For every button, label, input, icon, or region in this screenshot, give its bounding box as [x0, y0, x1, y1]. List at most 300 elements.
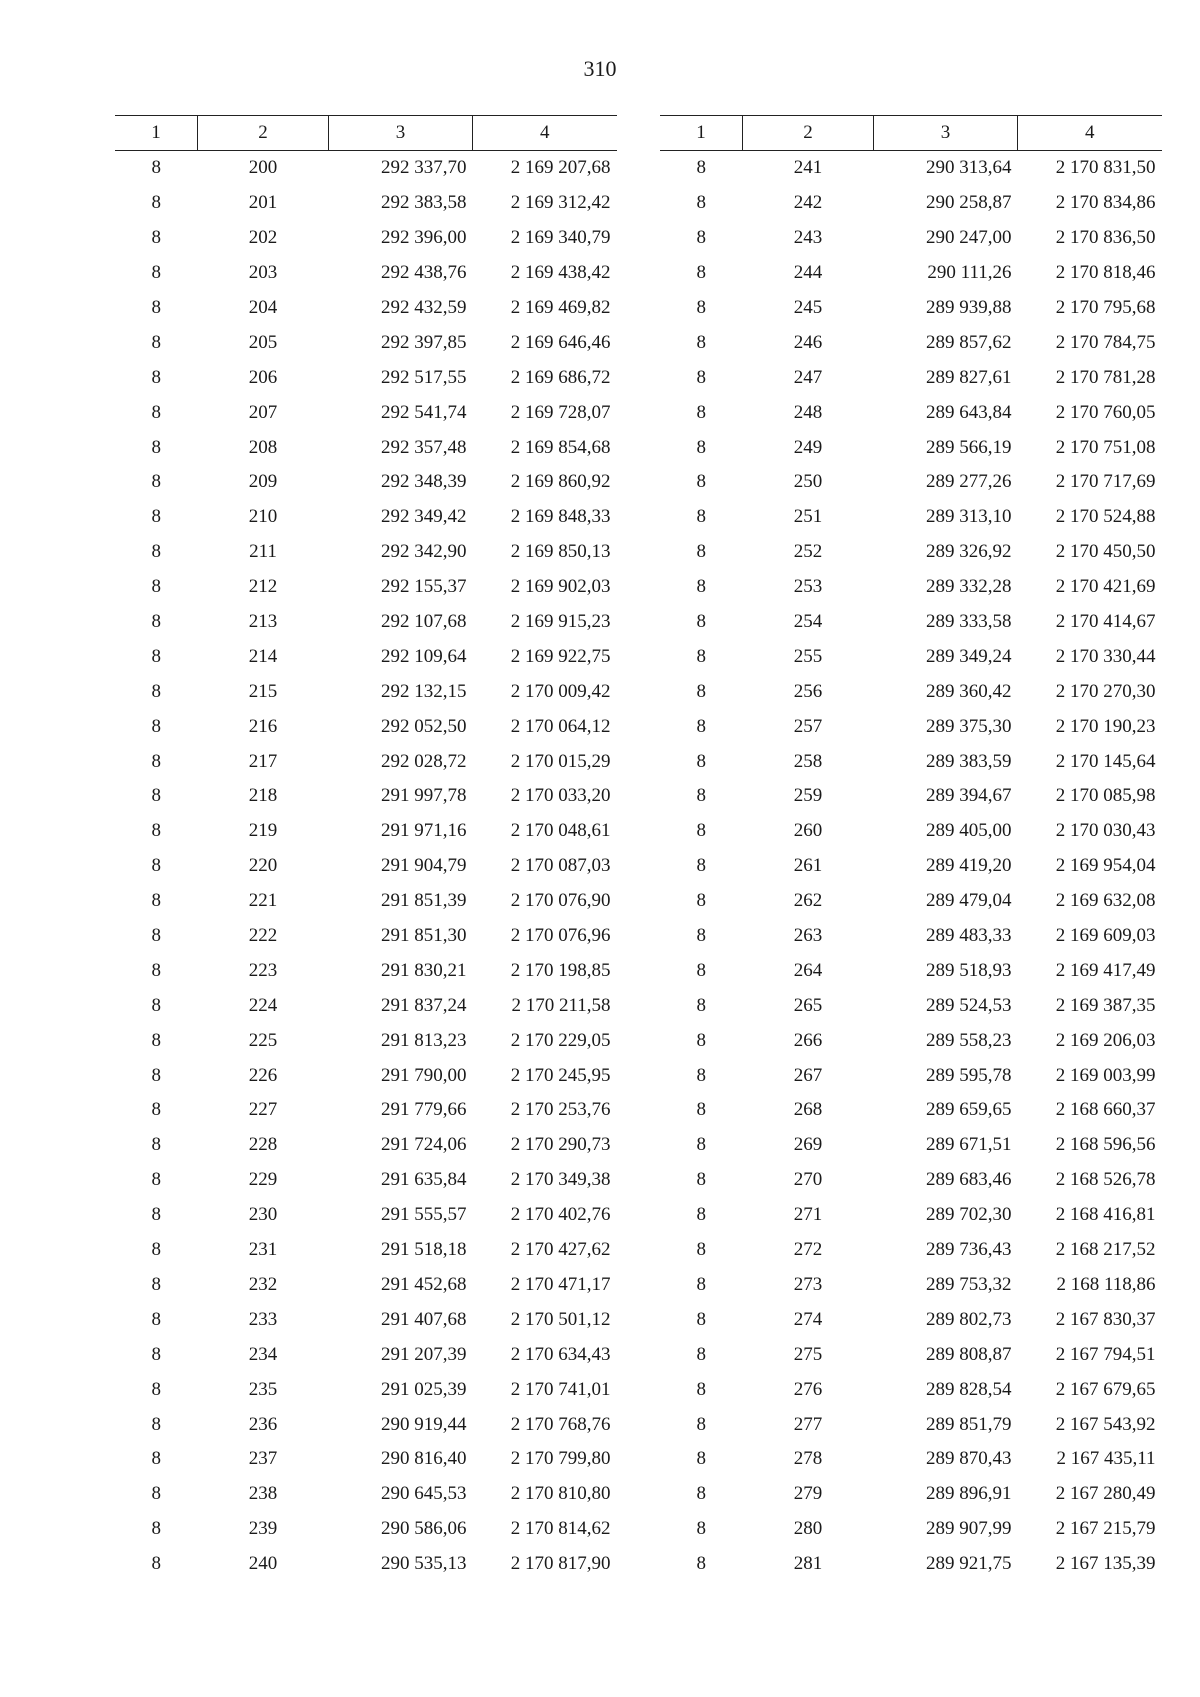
x-coordinate-cell: 290 645,53 [381, 1483, 467, 1505]
y-coordinate-cell: 2 170 349,38 [510, 1169, 611, 1191]
y-coordinate-cell: 2 170 290,73 [510, 1134, 611, 1156]
table-row [115, 1163, 617, 1198]
table-row [660, 639, 1162, 674]
table-row [660, 151, 1162, 186]
table-row [660, 779, 1162, 814]
x-coordinate-cell: 289 332,28 [926, 576, 1012, 598]
point-number-cell: 263 [793, 925, 823, 947]
column-header-4: 4 [473, 116, 617, 151]
point-number-cell: 237 [248, 1448, 278, 1470]
x-coordinate-cell: 290 258,87 [926, 192, 1012, 214]
point-number-cell: 220 [248, 855, 278, 877]
table-row [115, 744, 617, 779]
x-coordinate-cell: 289 643,84 [926, 401, 1012, 423]
x-coordinate-cell: 289 383,59 [926, 750, 1012, 772]
zone-cell: 8 [696, 1134, 706, 1156]
zone-cell: 8 [151, 1273, 161, 1295]
point-number-cell: 226 [248, 1064, 278, 1086]
zone-cell: 8 [151, 436, 161, 458]
y-coordinate-cell: 2 169 646,46 [510, 331, 611, 353]
point-number-cell: 267 [793, 1064, 823, 1086]
y-coordinate-cell: 2 169 915,23 [510, 611, 611, 633]
point-number-cell: 221 [248, 890, 278, 912]
table-row [660, 186, 1162, 221]
x-coordinate-cell: 289 558,23 [926, 1029, 1012, 1051]
zone-cell: 8 [696, 1378, 706, 1400]
zone-cell: 8 [151, 1064, 161, 1086]
point-number-cell: 209 [248, 471, 278, 493]
point-number-cell: 252 [793, 541, 823, 563]
table-row [660, 988, 1162, 1023]
x-coordinate-cell: 291 635,84 [381, 1169, 467, 1191]
point-number-cell: 219 [248, 820, 278, 842]
x-coordinate-cell: 289 702,30 [926, 1204, 1012, 1226]
x-coordinate-cell: 292 397,85 [381, 331, 467, 353]
y-coordinate-cell: 2 169 207,68 [510, 157, 611, 179]
zone-cell: 8 [151, 157, 161, 179]
point-number-cell: 205 [248, 331, 278, 353]
y-coordinate-cell: 2 169 340,79 [510, 227, 611, 249]
table-row [115, 291, 617, 326]
table-row [660, 1058, 1162, 1093]
zone-cell: 8 [696, 227, 706, 249]
table-row [660, 465, 1162, 500]
zone-cell: 8 [151, 1413, 161, 1435]
point-number-cell: 260 [793, 820, 823, 842]
point-number-cell: 254 [793, 611, 823, 633]
point-number-cell: 274 [793, 1308, 823, 1330]
table-row [115, 395, 617, 430]
x-coordinate-cell: 290 919,44 [381, 1413, 467, 1435]
table-row [660, 395, 1162, 430]
table-row [115, 325, 617, 360]
x-coordinate-cell: 291 518,18 [381, 1239, 467, 1261]
zone-cell: 8 [696, 1308, 706, 1330]
zone-cell: 8 [151, 1553, 161, 1575]
point-number-cell: 218 [248, 785, 278, 807]
y-coordinate-cell: 2 167 215,79 [1055, 1518, 1156, 1540]
y-coordinate-cell: 2 167 135,39 [1055, 1553, 1156, 1575]
table-row [115, 919, 617, 954]
x-coordinate-cell: 289 921,75 [926, 1553, 1012, 1575]
zone-cell: 8 [696, 750, 706, 772]
table-row [660, 256, 1162, 291]
y-coordinate-cell: 2 169 728,07 [510, 401, 611, 423]
x-coordinate-cell: 289 753,32 [926, 1273, 1012, 1295]
x-coordinate-cell: 290 586,06 [381, 1518, 467, 1540]
point-number-cell: 230 [248, 1204, 278, 1226]
point-number-cell: 222 [248, 925, 278, 947]
table-row [115, 186, 617, 221]
point-number-cell: 266 [793, 1029, 823, 1051]
y-coordinate-cell: 2 170 717,69 [1055, 471, 1156, 493]
zone-cell: 8 [696, 1169, 706, 1191]
zone-cell: 8 [696, 192, 706, 214]
table-row [660, 1302, 1162, 1337]
zone-cell: 8 [151, 611, 161, 633]
point-number-cell: 261 [793, 855, 823, 877]
column-header-1: 1 [115, 116, 198, 151]
zone-cell: 8 [696, 331, 706, 353]
point-number-cell: 270 [793, 1169, 823, 1191]
y-coordinate-cell: 2 169 954,04 [1055, 855, 1156, 877]
point-number-cell: 234 [248, 1343, 278, 1365]
table-row [660, 360, 1162, 395]
y-coordinate-cell: 2 170 760,05 [1055, 401, 1156, 423]
table-row [115, 605, 617, 640]
table-row [115, 1302, 617, 1337]
table-row [115, 849, 617, 884]
table-row [660, 500, 1162, 535]
point-number-cell: 201 [248, 192, 278, 214]
table-row [660, 744, 1162, 779]
x-coordinate-cell: 289 405,00 [926, 820, 1012, 842]
zone-cell: 8 [151, 1169, 161, 1191]
zone-cell: 8 [696, 262, 706, 284]
column-header-2: 2 [743, 116, 874, 151]
zone-cell: 8 [151, 715, 161, 737]
table-row [115, 570, 617, 605]
y-coordinate-cell: 2 170 836,50 [1055, 227, 1156, 249]
x-coordinate-cell: 289 736,43 [926, 1239, 1012, 1261]
x-coordinate-cell: 292 052,50 [381, 715, 467, 737]
table-row [115, 1337, 617, 1372]
y-coordinate-cell: 2 170 087,03 [510, 855, 611, 877]
point-number-cell: 256 [793, 680, 823, 702]
zone-cell: 8 [151, 1239, 161, 1261]
x-coordinate-cell: 289 828,54 [926, 1378, 1012, 1400]
point-number-cell: 214 [248, 645, 278, 667]
zone-cell: 8 [151, 994, 161, 1016]
x-coordinate-cell: 290 313,64 [926, 157, 1012, 179]
point-number-cell: 215 [248, 680, 278, 702]
x-coordinate-cell: 290 535,13 [381, 1553, 467, 1575]
y-coordinate-cell: 2 170 198,85 [510, 959, 611, 981]
zone-cell: 8 [696, 1553, 706, 1575]
zone-cell: 8 [151, 1483, 161, 1505]
point-number-cell: 204 [248, 297, 278, 318]
y-coordinate-cell: 2 170 414,67 [1055, 611, 1156, 633]
table-row [115, 1407, 617, 1442]
table-row [660, 605, 1162, 640]
point-number-cell: 251 [793, 506, 823, 528]
x-coordinate-cell: 289 479,04 [926, 890, 1012, 912]
zone-cell: 8 [696, 715, 706, 737]
column-header-2: 2 [198, 116, 329, 151]
zone-cell: 8 [696, 1239, 706, 1261]
zone-cell: 8 [696, 1483, 706, 1505]
zone-cell: 8 [696, 1029, 706, 1051]
y-coordinate-cell: 2 170 751,08 [1055, 436, 1156, 458]
table-row [660, 1198, 1162, 1233]
zone-cell: 8 [696, 1064, 706, 1086]
point-number-cell: 223 [248, 959, 278, 981]
y-coordinate-cell: 2 170 145,64 [1055, 750, 1156, 772]
zone-cell: 8 [151, 541, 161, 563]
point-number-cell: 231 [248, 1239, 278, 1261]
zone-cell: 8 [696, 401, 706, 423]
point-number-cell: 229 [248, 1169, 278, 1191]
x-coordinate-cell: 291 837,24 [381, 994, 467, 1016]
point-number-cell: 253 [793, 576, 823, 598]
point-number-cell: 203 [248, 262, 278, 284]
zone-cell: 8 [696, 506, 706, 528]
point-number-cell: 259 [793, 785, 823, 807]
y-coordinate-cell: 2 170 524,88 [1055, 506, 1156, 528]
table-row [115, 1372, 617, 1407]
y-coordinate-cell: 2 169 206,03 [1055, 1029, 1156, 1051]
point-number-cell: 243 [793, 227, 823, 249]
table-row [115, 256, 617, 291]
zone-cell: 8 [696, 680, 706, 702]
zone-cell: 8 [151, 262, 161, 284]
x-coordinate-cell: 291 997,78 [381, 785, 467, 807]
x-coordinate-cell: 289 326,92 [926, 541, 1012, 563]
y-coordinate-cell: 2 170 048,61 [510, 820, 611, 842]
x-coordinate-cell: 289 671,51 [926, 1134, 1012, 1156]
y-coordinate-cell: 2 170 402,76 [510, 1204, 611, 1226]
point-number-cell: 207 [248, 401, 278, 423]
x-coordinate-cell: 292 155,37 [381, 576, 467, 598]
x-coordinate-cell: 289 827,61 [926, 366, 1012, 388]
point-number-cell: 268 [793, 1099, 823, 1121]
y-coordinate-cell: 2 170 190,23 [1055, 715, 1156, 737]
zone-cell: 8 [151, 1518, 161, 1540]
y-coordinate-cell: 2 167 435,11 [1056, 1448, 1156, 1470]
y-coordinate-cell: 2 169 469,82 [510, 297, 611, 318]
point-number-cell: 273 [793, 1273, 823, 1295]
point-number-cell: 235 [248, 1378, 278, 1400]
y-coordinate-cell: 2 170 810,80 [510, 1483, 611, 1505]
point-number-cell: 210 [248, 506, 278, 528]
y-coordinate-cell: 2 170 427,62 [510, 1239, 611, 1261]
zone-cell: 8 [151, 401, 161, 423]
y-coordinate-cell: 2 167 679,65 [1055, 1378, 1156, 1400]
point-number-cell: 240 [248, 1553, 278, 1575]
x-coordinate-cell: 291 904,79 [381, 855, 467, 877]
zone-cell: 8 [696, 157, 706, 179]
table-row [660, 291, 1162, 326]
table-row [115, 1268, 617, 1303]
x-coordinate-cell: 289 394,67 [926, 785, 1012, 807]
zone-cell: 8 [151, 855, 161, 877]
zone-cell: 8 [151, 820, 161, 842]
x-coordinate-cell: 292 337,70 [381, 157, 467, 179]
table-row [660, 884, 1162, 919]
zone-cell: 8 [696, 541, 706, 563]
zone-cell: 8 [151, 680, 161, 702]
x-coordinate-cell: 289 524,53 [926, 994, 1012, 1016]
point-number-cell: 208 [248, 436, 278, 458]
y-coordinate-cell: 2 169 438,42 [510, 262, 611, 284]
table-row [115, 988, 617, 1023]
table-row [660, 430, 1162, 465]
y-coordinate-cell: 2 168 596,56 [1055, 1134, 1156, 1156]
zone-cell: 8 [696, 366, 706, 388]
table-row [115, 814, 617, 849]
y-coordinate-cell: 2 170 784,75 [1055, 331, 1156, 353]
x-coordinate-cell: 292 383,58 [381, 192, 467, 214]
y-coordinate-cell: 2 170 015,29 [510, 750, 611, 772]
point-number-cell: 216 [248, 715, 278, 737]
y-coordinate-cell: 2 169 850,13 [510, 541, 611, 563]
point-number-cell: 264 [793, 959, 823, 981]
y-coordinate-cell: 2 169 854,68 [510, 436, 611, 458]
table-row [660, 1128, 1162, 1163]
table-row [660, 1442, 1162, 1477]
table-row [660, 221, 1162, 256]
point-number-cell: 245 [793, 297, 823, 318]
point-number-cell: 225 [248, 1029, 278, 1051]
y-coordinate-cell: 2 170 245,95 [510, 1064, 611, 1086]
table-header-row [660, 116, 1162, 151]
point-number-cell: 257 [793, 715, 823, 737]
y-coordinate-cell: 2 170 471,17 [510, 1273, 611, 1295]
zone-cell: 8 [151, 576, 161, 598]
table-row [660, 1547, 1162, 1582]
y-coordinate-cell: 2 168 660,37 [1055, 1099, 1156, 1121]
zone-cell: 8 [696, 297, 706, 318]
zone-cell: 8 [151, 1204, 161, 1226]
table-row [660, 674, 1162, 709]
zone-cell: 8 [696, 1204, 706, 1226]
point-number-cell: 276 [793, 1378, 823, 1400]
x-coordinate-cell: 292 107,68 [381, 611, 467, 633]
y-coordinate-cell: 2 168 217,52 [1055, 1239, 1156, 1261]
y-coordinate-cell: 2 169 417,49 [1055, 959, 1156, 981]
point-number-cell: 269 [793, 1134, 823, 1156]
zone-cell: 8 [151, 1378, 161, 1400]
x-coordinate-cell: 291 555,57 [381, 1204, 467, 1226]
point-number-cell: 227 [248, 1099, 278, 1121]
x-coordinate-cell: 291 851,39 [381, 890, 467, 912]
y-coordinate-cell: 2 170 064,12 [510, 715, 611, 737]
zone-cell: 8 [696, 611, 706, 633]
point-number-cell: 239 [248, 1518, 278, 1540]
table-row [660, 709, 1162, 744]
table-row [115, 430, 617, 465]
zone-cell: 8 [151, 645, 161, 667]
table-row [660, 1477, 1162, 1512]
x-coordinate-cell: 289 518,93 [926, 959, 1012, 981]
zone-cell: 8 [151, 227, 161, 249]
point-number-cell: 213 [248, 611, 278, 633]
y-coordinate-cell: 2 170 781,28 [1055, 366, 1156, 388]
point-number-cell: 244 [793, 262, 823, 284]
x-coordinate-cell: 289 483,33 [926, 925, 1012, 947]
x-coordinate-cell: 289 851,79 [926, 1413, 1012, 1435]
point-number-cell: 238 [248, 1483, 278, 1505]
table-row [115, 1198, 617, 1233]
point-number-cell: 211 [249, 541, 277, 563]
y-coordinate-cell: 2 168 526,78 [1055, 1169, 1156, 1191]
table-row [115, 535, 617, 570]
x-coordinate-cell: 291 971,16 [381, 820, 467, 842]
table-row [660, 535, 1162, 570]
x-coordinate-cell: 291 207,39 [381, 1343, 467, 1365]
zone-cell: 8 [696, 436, 706, 458]
zone-cell: 8 [696, 820, 706, 842]
zone-cell: 8 [151, 471, 161, 493]
y-coordinate-cell: 2 169 848,33 [510, 506, 611, 528]
column-header-4: 4 [1018, 116, 1162, 151]
x-coordinate-cell: 289 375,30 [926, 715, 1012, 737]
zone-cell: 8 [151, 925, 161, 947]
zone-cell: 8 [151, 1343, 161, 1365]
point-number-cell: 236 [248, 1413, 278, 1435]
table-row [660, 1093, 1162, 1128]
zone-cell: 8 [151, 1134, 161, 1156]
x-coordinate-cell: 291 779,66 [381, 1099, 467, 1121]
table-row [660, 919, 1162, 954]
y-coordinate-cell: 2 169 902,03 [510, 576, 611, 598]
y-coordinate-cell: 2 170 030,43 [1055, 820, 1156, 842]
y-coordinate-cell: 2 170 076,96 [510, 925, 611, 947]
table-row [660, 1407, 1162, 1442]
x-coordinate-cell: 289 896,91 [926, 1483, 1012, 1505]
point-number-cell: 232 [248, 1273, 278, 1295]
y-coordinate-cell: 2 167 280,49 [1055, 1483, 1156, 1505]
point-number-cell: 249 [793, 436, 823, 458]
x-coordinate-cell: 292 357,48 [381, 436, 467, 458]
x-coordinate-cell: 292 541,74 [381, 401, 467, 423]
y-coordinate-cell: 2 170 634,43 [510, 1343, 611, 1365]
y-coordinate-cell: 2 170 817,90 [510, 1553, 611, 1575]
point-number-cell: 217 [248, 750, 278, 772]
zone-cell: 8 [696, 785, 706, 807]
zone-cell: 8 [151, 297, 161, 318]
table-row [660, 1163, 1162, 1198]
point-number-cell: 248 [793, 401, 823, 423]
x-coordinate-cell: 292 438,76 [381, 262, 467, 284]
x-coordinate-cell: 289 595,78 [926, 1064, 1012, 1086]
x-coordinate-cell: 291 452,68 [381, 1273, 467, 1295]
x-coordinate-cell: 289 683,46 [926, 1169, 1012, 1191]
table-row [115, 1512, 617, 1547]
y-coordinate-cell: 2 170 253,76 [510, 1099, 611, 1121]
y-coordinate-cell: 2 170 834,86 [1055, 192, 1156, 214]
table-row [115, 465, 617, 500]
zone-cell: 8 [151, 192, 161, 214]
y-coordinate-cell: 2 170 033,20 [510, 785, 611, 807]
column-header-3: 3 [874, 116, 1018, 151]
table-row [660, 1512, 1162, 1547]
zone-cell: 8 [696, 890, 706, 912]
point-number-cell: 241 [793, 157, 823, 179]
column-header-3: 3 [329, 116, 473, 151]
table-row [660, 814, 1162, 849]
y-coordinate-cell: 2 170 085,98 [1055, 785, 1156, 807]
point-number-cell: 255 [793, 645, 823, 667]
x-coordinate-cell: 292 517,55 [381, 366, 467, 388]
point-number-cell: 280 [793, 1518, 823, 1540]
y-coordinate-cell: 2 168 416,81 [1055, 1204, 1156, 1226]
table-row [115, 1023, 617, 1058]
table-row [115, 360, 617, 395]
point-number-cell: 265 [793, 994, 823, 1016]
x-coordinate-cell: 292 109,64 [381, 645, 467, 667]
x-coordinate-cell: 291 830,21 [381, 959, 467, 981]
y-coordinate-cell: 2 170 229,05 [510, 1029, 611, 1051]
y-coordinate-cell: 2 169 632,08 [1055, 890, 1156, 912]
y-coordinate-cell: 2 170 831,50 [1055, 157, 1156, 179]
x-coordinate-cell: 291 851,30 [381, 925, 467, 947]
zone-cell: 8 [151, 331, 161, 353]
y-coordinate-cell: 2 169 003,99 [1055, 1064, 1156, 1086]
y-coordinate-cell: 2 170 818,46 [1055, 262, 1156, 284]
x-coordinate-cell: 291 025,39 [381, 1378, 467, 1400]
x-coordinate-cell: 289 939,88 [926, 297, 1012, 318]
